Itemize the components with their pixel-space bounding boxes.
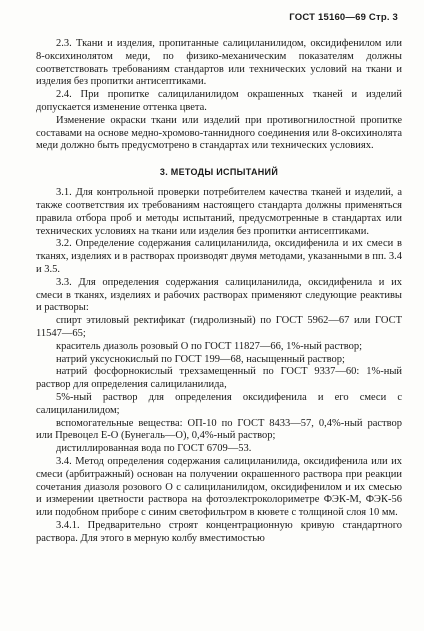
paragraph-3-1: 3.1. Для контрольной проверки потребителем качества тканей и изделий, а также соответствия их требованиям настоящего стандарта должны применяться правила отбора проб и методы испытаний, предусмотренные в стандартах или технических условиях на ткани или изделия без пропитки антисептиками. (36, 187, 402, 237)
reagent-sodium-phosphate: натрий фосфорнокислый трехзамещенный по ГОСТ 9337—60: 1%-ный раствор для определения салициланилида, (36, 366, 402, 391)
reagent-ethanol: спирт этиловый ректификат (гидролизный) по ГОСТ 5962—67 или ГОСТ 11547—65; (36, 315, 402, 339)
document-body (36, 38, 402, 545)
reagent-water: дистиллированная вода по ГОСТ 6709—53. (56, 443, 252, 455)
reagent-sodium-acetate: натрий уксуснокислый по ГОСТ 199—68, насыщенный раствор; (56, 353, 345, 365)
paragraph-color-change: Изменение окраски ткани или изделий при противогнилостной пропитке составами на основе медно-хромово-таннидного соединения или 8-оксихинолята меди должно быть предусмотрено в стандартах или технических условиях. (36, 114, 402, 152)
paragraph-3-4: 3.4. Метод определения содержания салициланилида, оксидифенила или их смеси (арбитражный) основан на получении окрашенного раствора при реакции сочетания диазоля розового О с салициланилидом, оксидифенилом и их смесью и измерении цветности раствора на фотоэлектроколориметре ФЭК-М, ФЭК-56 или подобном приборе с синим светофильтром в кювете с толщиной слоя 10 мм. (36, 455, 402, 519)
reagent-diazol: краситель диазоль розовый О по ГОСТ 11827—66, 1%-ный раствор; (56, 340, 363, 352)
reagent-auxiliary: вспомогательные вещества: ОП-10 по ГОСТ 8433—57, 0,4%-ный раствор или Превоцел Е-О (Бунегаль—О), 0,4%-ный раствор; (36, 417, 402, 442)
reagent-phosphate-5pct: 5%-ный раствор для определения оксидифенила и его смеси с салициланилидом; (36, 391, 402, 416)
paragraph-2-4: 2.4. При пропитке салициланилидом окрашенных тканей и изделий допускается изменение оттенка цвета. (36, 89, 402, 113)
section-heading: 3. МЕТОДЫ ИСПЫТАНИЙ (159, 167, 279, 178)
paragraph-3-3: 3.3. Для определения содержания салициланилида, оксидифенила и их смеси в тканях, изделиях и рабочих растворах применяют следующие реактивы и растворы: (36, 276, 402, 314)
paragraph-2-3: 2.3. Ткани и изделия, пропитанные салициланилидом, оксидифенилом или 8-оксихинолятом меди, по физико-механическим показателям должны соответствовать требованиям стандартов или технических условий на ткани и изделия без пропитки антисептиками. (36, 38, 402, 88)
paragraph-3-2: 3.2. Определение содержания салициланилида, оксидифенила и их смеси в тканях, изделиях и в растворах производят двумя методами, указанными в пп. 3.4 и 3.5. (36, 238, 402, 275)
page-header: ГОСТ 15160—69 Стр. 3 (289, 12, 398, 23)
paragraph-3-4-1: 3.4.1. Предварительно строят концентрационную кривую стандартного раствора. Для этого в мерную колбу вместимостью (36, 519, 402, 544)
